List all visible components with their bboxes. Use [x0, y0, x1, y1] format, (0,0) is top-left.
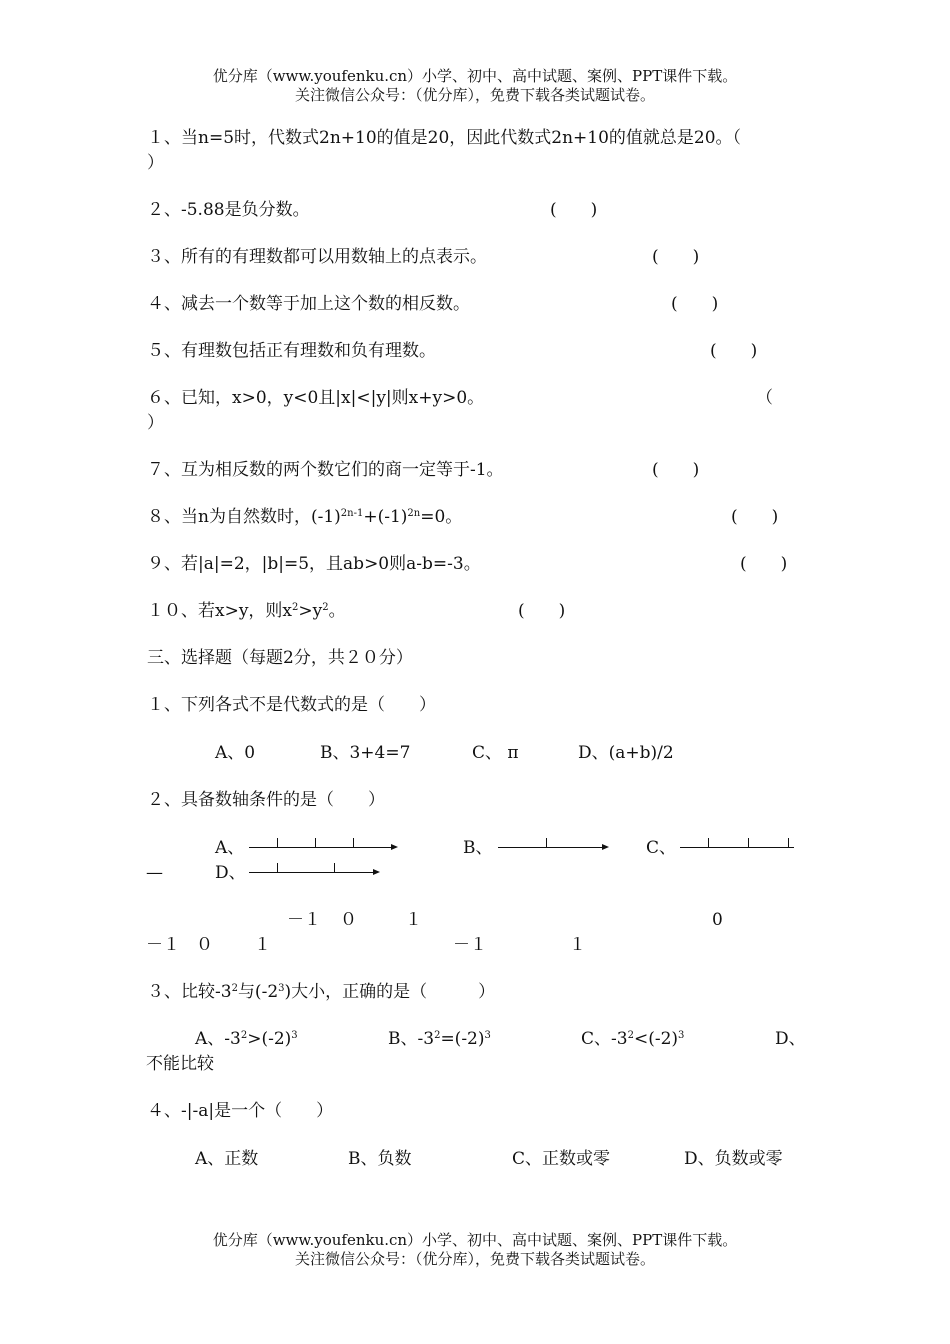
judge-q6-close: ）	[147, 413, 164, 433]
choice-q2-option-b: B、	[463, 838, 493, 858]
axis-label: １	[569, 935, 586, 955]
judge-q10: １０、若x>y，则$x^2>y^2$。	[147, 601, 346, 621]
choice-q1-option-b: B、3+4=7	[320, 743, 411, 763]
header-line-2: 关注微信公众号：（优分库），免费下载各类试题试卷。	[294, 86, 655, 104]
number-line-c-tail: —	[146, 863, 163, 883]
judge-q6-open: （	[756, 388, 773, 408]
judge-q2: ２、-5.88是负分数。	[147, 200, 310, 220]
judge-q1-close: ）	[147, 153, 164, 173]
answer-blank: ( )	[652, 247, 700, 267]
choice-q4-option-c: C、正数或零	[512, 1149, 611, 1169]
judge-q9: ９、若|a|=2，|b|=5，且ab>0则a-b=-3。	[147, 554, 481, 574]
choice-q4-option-b: B、负数	[348, 1149, 412, 1169]
judge-q3: ３、所有的有理数都可以用数轴上的点表示。	[147, 247, 487, 267]
footer-line-2: 关注微信公众号：（优分库），免费下载各类试题试卷。	[294, 1250, 655, 1268]
axis-label: ０	[340, 910, 357, 930]
choice-q1: １、下列各式不是代数式的是（ ）	[147, 695, 436, 715]
choice-q3-option-d-text: 不能比较	[146, 1054, 214, 1074]
footer-line-1: 优分库（www.youfenku.cn）小学、初中、高中试题、案例、PPT课件下载。	[212, 1231, 738, 1249]
choice-q4-option-d: D、负数或零	[684, 1149, 783, 1169]
axis-label: －１	[453, 935, 487, 955]
axis-label: －１	[287, 910, 321, 930]
choice-q1-option-c: C、 π	[472, 743, 519, 763]
choice-q1-option-d: D、(a+b)/2	[578, 743, 674, 763]
answer-blank: ( )	[710, 341, 758, 361]
axis-label: １	[405, 910, 422, 930]
answer-blank: ( )	[518, 601, 566, 621]
answer-blank: ( )	[740, 554, 788, 574]
choice-q2-option-c: C、	[646, 838, 677, 858]
choice-q1-option-a: A、0	[215, 743, 256, 763]
header-line-1: 优分库（www.youfenku.cn）小学、初中、高中试题、案例、PPT课件下载。	[212, 67, 738, 85]
answer-blank: ( )	[550, 200, 598, 220]
axis-label: －１	[146, 935, 180, 955]
choice-q3-option-a: A、$-3^2>(-2)^3$	[195, 1029, 298, 1049]
axis-label: 0	[712, 910, 723, 930]
choice-q2-option-d: D、	[215, 863, 246, 883]
judge-q8: ８、当n为自然数时，$(-1)^{2n-1}+(-1)^{2n}=0$。	[147, 507, 463, 527]
choice-q3-option-b: B、$-3^2=(-2)^3$	[388, 1029, 491, 1049]
judge-q7: ７、互为相反数的两个数它们的商一定等于-1。	[147, 460, 504, 480]
choice-q4-option-a: A、正数	[195, 1149, 259, 1169]
choice-q3: ３、比较$-3^2$与$(-2^3)$大小，正确的是（ ）	[147, 982, 496, 1002]
section-title: 三、选择题（每题2分，共２０分）	[147, 648, 413, 668]
answer-blank: ( )	[731, 507, 779, 527]
choice-q2: ２、具备数轴条件的是（ ）	[147, 790, 385, 810]
judge-q1: １、当n=5时，代数式2n+10的值是20，因此代数式2n+10的值就总是20。（	[147, 128, 742, 148]
answer-blank: ( )	[652, 460, 700, 480]
judge-q4: ４、减去一个数等于加上这个数的相反数。	[147, 294, 470, 314]
judge-q5: ５、有理数包括正有理数和负有理数。	[147, 341, 436, 361]
choice-q3-option-c: C、$-3^2<(-2)^3$	[581, 1029, 685, 1049]
choice-q3-option-d: D、	[775, 1029, 806, 1049]
answer-blank: ( )	[671, 294, 719, 314]
judge-q6: ６、已知，x>0，y<0且|x|<|y|则x+y>0。	[147, 388, 485, 408]
choice-q2-option-a: A、	[215, 838, 245, 858]
axis-label: １	[254, 935, 271, 955]
axis-label: ０	[196, 935, 213, 955]
choice-q4: ４、-|-a|是一个（ ）	[147, 1101, 334, 1121]
